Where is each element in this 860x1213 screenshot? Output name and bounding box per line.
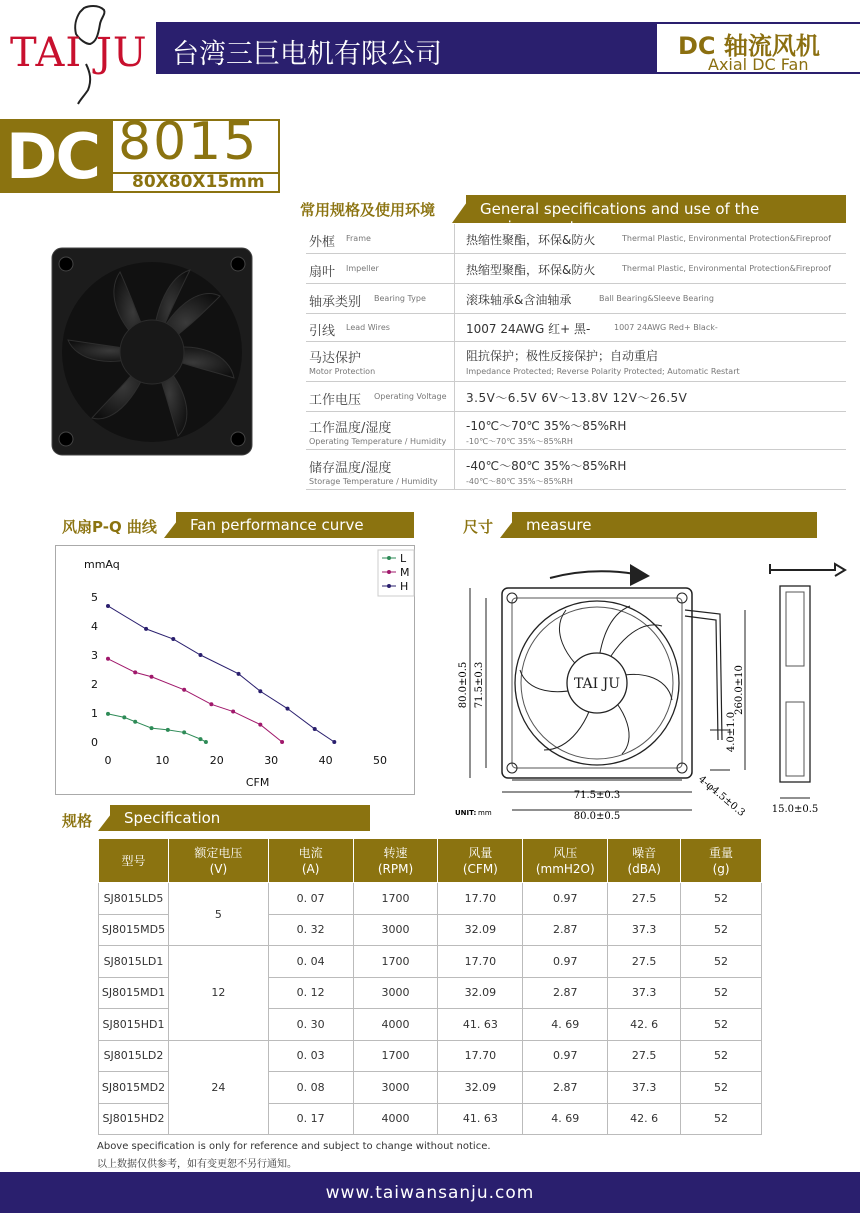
spec-row-bearing bbox=[306, 284, 846, 314]
y-tick-label: 1 bbox=[91, 707, 98, 720]
cell-airflow: 17.70 bbox=[438, 1040, 523, 1072]
data-point-M bbox=[258, 723, 262, 727]
spec-label-en: Operating Voltage bbox=[374, 392, 447, 401]
spec-label-cn: 轴承类别 bbox=[309, 295, 362, 310]
spec-row-frame bbox=[306, 224, 846, 254]
spec-divider bbox=[454, 314, 455, 341]
spec-title-en: General specifications and use of the environment bbox=[466, 195, 846, 223]
legend-label: M bbox=[400, 566, 410, 579]
logo-text: TAI JU bbox=[10, 30, 148, 76]
spec-row-storage-temp bbox=[306, 450, 846, 490]
spec-value-en: Thermal Plastic, Environmental Protection&Fireproof bbox=[622, 264, 831, 273]
table-row bbox=[99, 1040, 762, 1072]
spec-label-cn: 扇叶 bbox=[309, 265, 336, 280]
cell-pressure: 0.97 bbox=[523, 1040, 608, 1072]
cell-voltage: 12 bbox=[168, 946, 268, 1041]
data-point-M bbox=[182, 688, 186, 692]
x-tick-label: 0 bbox=[104, 754, 112, 767]
header-speed: 转速 (RPM) bbox=[353, 839, 438, 883]
cell-speed: 1700 bbox=[353, 883, 438, 915]
footer-url[interactable]: www.taiwansanju.com bbox=[325, 1183, 535, 1203]
company-logo bbox=[0, 0, 156, 110]
spec-label-en: Impeller bbox=[346, 264, 379, 273]
spec-row-leads bbox=[306, 314, 846, 342]
header-noise: 噪音 (dBA) bbox=[608, 839, 681, 883]
cell-weight: 52 bbox=[681, 946, 762, 978]
airflow-arrow-icon bbox=[770, 564, 845, 576]
cell-speed: 3000 bbox=[353, 914, 438, 946]
data-point-H bbox=[106, 604, 110, 608]
data-point-L bbox=[106, 712, 110, 716]
cell-airflow: 41. 63 bbox=[438, 1009, 523, 1041]
data-point-H bbox=[313, 727, 317, 731]
x-tick-label: 30 bbox=[264, 754, 279, 767]
data-point-M bbox=[280, 740, 284, 744]
cell-speed: 1700 bbox=[353, 1040, 438, 1072]
cell-noise: 42. 6 bbox=[608, 1103, 681, 1135]
y-tick-label: 3 bbox=[91, 649, 98, 662]
cell-pressure: 2.87 bbox=[523, 1072, 608, 1104]
data-point-H bbox=[144, 627, 148, 631]
curve-title-cn: 风扇P-Q 曲线 bbox=[62, 518, 157, 536]
measure-title-cn: 尺寸 bbox=[463, 518, 494, 536]
spec-label-en: Bearing Type bbox=[374, 294, 426, 303]
cell-speed: 1700 bbox=[353, 946, 438, 978]
x-axis-label: CFM bbox=[245, 776, 270, 789]
spec-divider bbox=[454, 284, 455, 313]
spec-value-en: -10℃～70℃ 35%～85%RH bbox=[466, 437, 573, 446]
header-voltage: 额定电压 (V) bbox=[168, 839, 268, 883]
cell-weight: 52 bbox=[681, 1040, 762, 1072]
unit-value: mm bbox=[478, 809, 492, 817]
cell-speed: 3000 bbox=[353, 1072, 438, 1104]
data-point-M bbox=[150, 675, 154, 679]
spec-value-cn: -10℃～70℃ 35%～85%RH bbox=[466, 419, 627, 433]
cell-current: 0. 12 bbox=[268, 977, 353, 1009]
dim-width-inner: 71.5±0.3 bbox=[573, 790, 621, 801]
spec-value-cn: 3.5V～6.5V 6V～13.8V 12V～26.5V bbox=[466, 391, 688, 405]
data-point-L bbox=[182, 730, 186, 734]
spec-label-cn: 储存温度/湿度 bbox=[309, 461, 392, 476]
spec-value-cn: 滚珠轴承&含油轴承 bbox=[466, 293, 572, 307]
cell-pressure: 4. 69 bbox=[523, 1009, 608, 1041]
cell-noise: 27.5 bbox=[608, 946, 681, 978]
table-row bbox=[99, 883, 762, 915]
legend-marker bbox=[387, 556, 391, 560]
table-title-en: Specification bbox=[110, 805, 370, 831]
cell-current: 0. 07 bbox=[268, 883, 353, 915]
cell-current: 0. 32 bbox=[268, 914, 353, 946]
cell-noise: 37.3 bbox=[608, 977, 681, 1009]
model-size: 80X80X15mm bbox=[132, 172, 265, 192]
cell-airflow: 17.70 bbox=[438, 946, 523, 978]
spec-label-en: Motor Protection bbox=[309, 367, 376, 376]
spec-divider bbox=[454, 412, 455, 449]
cell-current: 0. 30 bbox=[268, 1009, 353, 1041]
cell-weight: 52 bbox=[681, 1072, 762, 1104]
model-spec-table bbox=[98, 838, 762, 1135]
spec-label-cn: 工作电压 bbox=[309, 393, 362, 408]
cell-noise: 27.5 bbox=[608, 1040, 681, 1072]
fan-product-photo bbox=[50, 246, 255, 458]
company-name: 台湾三巨电机有限公司 bbox=[172, 39, 442, 70]
cell-model: SJ8015MD1 bbox=[99, 977, 169, 1009]
measure-title-en: measure bbox=[512, 512, 817, 538]
spec-label-cn: 引线 bbox=[309, 324, 336, 339]
spec-row-operating-temp bbox=[306, 412, 846, 450]
cell-weight: 52 bbox=[681, 1103, 762, 1135]
spec-value-en: Impedance Protected; Reverse Polarity Protected; Automatic Restart bbox=[466, 367, 740, 376]
spec-label-en: Lead Wires bbox=[346, 323, 390, 332]
cell-speed: 3000 bbox=[353, 977, 438, 1009]
cell-noise: 37.3 bbox=[608, 914, 681, 946]
y-tick-label: 4 bbox=[91, 620, 98, 633]
spec-divider bbox=[454, 254, 455, 283]
cell-weight: 52 bbox=[681, 1009, 762, 1041]
data-point-H bbox=[332, 740, 336, 744]
cell-airflow: 32.09 bbox=[438, 977, 523, 1009]
y-tick-label: 2 bbox=[91, 678, 98, 691]
note-en: Above specification is only for reference and subject to change without notice. bbox=[97, 1141, 491, 1152]
spec-value-en: -40℃～80℃ 35%～85%RH bbox=[466, 477, 573, 486]
dim-height-outer: 80.0±0.5 bbox=[458, 661, 469, 709]
spec-value-en: 1007 24AWG Red+ Black- bbox=[614, 323, 718, 332]
dimension-drawing bbox=[440, 540, 860, 830]
spec-divider bbox=[454, 342, 455, 381]
spec-label-en: Frame bbox=[346, 234, 371, 243]
cell-weight: 52 bbox=[681, 977, 762, 1009]
x-tick-label: 50 bbox=[373, 754, 387, 767]
x-tick-label: 20 bbox=[209, 754, 224, 767]
y-tick-label: 0 bbox=[91, 736, 98, 749]
spec-label-en: Operating Temperature / Humidity bbox=[309, 437, 447, 446]
spec-value-cn: 热缩型聚酯，环保&防火 bbox=[466, 263, 596, 277]
drawing-logo: TAI JU bbox=[573, 676, 621, 692]
data-point-M bbox=[106, 657, 110, 661]
data-point-L bbox=[204, 740, 208, 744]
spec-title-cn: 常用规格及使用环境 bbox=[300, 201, 436, 219]
y-tick-label: 5 bbox=[91, 591, 98, 604]
cell-model: SJ8015LD2 bbox=[99, 1040, 169, 1072]
cell-current: 0. 08 bbox=[268, 1072, 353, 1104]
dim-height-inner: 71.5±0.3 bbox=[474, 661, 485, 709]
header-pressure: 风压 (mmH2O) bbox=[523, 839, 608, 883]
cell-pressure: 2.87 bbox=[523, 977, 608, 1009]
spec-label-cn: 工作温度/湿度 bbox=[309, 421, 392, 436]
spec-value-cn: 阻抗保护；极性反接保护；自动重启 bbox=[466, 349, 659, 363]
cell-current: 0. 17 bbox=[268, 1103, 353, 1135]
spec-divider bbox=[454, 224, 455, 253]
cell-speed: 4000 bbox=[353, 1103, 438, 1135]
cell-airflow: 32.09 bbox=[438, 914, 523, 946]
cell-airflow: 17.70 bbox=[438, 883, 523, 915]
cell-model: SJ8015MD5 bbox=[99, 914, 169, 946]
data-point-M bbox=[133, 670, 137, 674]
cell-airflow: 41. 63 bbox=[438, 1103, 523, 1135]
cell-model: SJ8015LD5 bbox=[99, 883, 169, 915]
spec-value-cn: -40℃～80℃ 35%～85%RH bbox=[466, 459, 627, 473]
data-point-H bbox=[286, 707, 290, 711]
x-tick-label: 10 bbox=[155, 754, 170, 767]
rotation-arrow-icon bbox=[550, 571, 635, 578]
product-type-cn: DC 轴流风机 bbox=[678, 32, 820, 60]
cell-pressure: 2.87 bbox=[523, 914, 608, 946]
cell-weight: 52 bbox=[681, 914, 762, 946]
curve-title-en: Fan performance curve bbox=[176, 512, 414, 538]
data-point-L bbox=[198, 737, 202, 741]
data-point-L bbox=[166, 728, 170, 732]
dim-depth: 15.0±0.5 bbox=[771, 804, 819, 815]
header-airflow: 风量 (CFM) bbox=[438, 839, 523, 883]
cell-voltage: 5 bbox=[168, 883, 268, 946]
dim-lead-strip: 4.0±1.0 bbox=[726, 711, 737, 753]
spec-label-cn: 马达保护 bbox=[309, 351, 362, 366]
table-title-cn: 规格 bbox=[62, 812, 93, 830]
dim-lead-length: 260.0±10 bbox=[734, 665, 745, 715]
spec-value-cn: 1007 24AWG 红+ 黑- bbox=[466, 322, 591, 336]
y-axis-label: mmAq bbox=[84, 558, 120, 571]
table-header-row bbox=[99, 839, 762, 883]
rotation-arrowhead-icon bbox=[630, 564, 650, 586]
dim-width-outer: 80.0±0.5 bbox=[573, 811, 621, 822]
spec-label-en: Storage Temperature / Humidity bbox=[309, 477, 438, 486]
cell-voltage: 24 bbox=[168, 1040, 268, 1135]
spec-value-en: Thermal Plastic, Environmental Protection&Fireproof bbox=[622, 234, 831, 243]
model-number: 8015 bbox=[118, 112, 259, 172]
spec-row-voltage bbox=[306, 382, 846, 412]
legend-label: L bbox=[400, 552, 407, 565]
spec-divider bbox=[454, 450, 455, 489]
cell-pressure: 0.97 bbox=[523, 883, 608, 915]
spec-value-en: Ball Bearing&Sleeve Bearing bbox=[599, 294, 714, 303]
spec-value-cn: 热缩性聚酯，环保&防火 bbox=[466, 233, 596, 247]
pq-chart bbox=[55, 545, 415, 795]
data-point-H bbox=[198, 653, 202, 657]
cell-pressure: 0.97 bbox=[523, 946, 608, 978]
cell-pressure: 4. 69 bbox=[523, 1103, 608, 1135]
data-point-L bbox=[150, 726, 154, 730]
cell-weight: 52 bbox=[681, 883, 762, 915]
unit-label: UNIT: bbox=[455, 809, 477, 817]
spec-divider bbox=[454, 382, 455, 411]
cell-current: 0. 03 bbox=[268, 1040, 353, 1072]
cell-current: 0. 04 bbox=[268, 946, 353, 978]
spec-row-protection bbox=[306, 342, 846, 382]
cell-model: SJ8015HD2 bbox=[99, 1103, 169, 1135]
legend-label: H bbox=[400, 580, 409, 593]
header-model: 型号 bbox=[99, 839, 169, 883]
cell-model: SJ8015HD1 bbox=[99, 1009, 169, 1041]
data-point-L bbox=[133, 720, 137, 724]
table-row bbox=[99, 946, 762, 978]
cell-model: SJ8015LD1 bbox=[99, 946, 169, 978]
legend-marker bbox=[387, 584, 391, 588]
note-cn: 以上数据仅供参考，如有变更恕不另行通知。 bbox=[97, 1159, 297, 1170]
legend-marker bbox=[387, 570, 391, 574]
dim-hole: 4-φ4.5±0.3 bbox=[696, 773, 747, 819]
cell-noise: 42. 6 bbox=[608, 1009, 681, 1041]
cell-noise: 27.5 bbox=[608, 883, 681, 915]
x-tick-label: 40 bbox=[318, 754, 333, 767]
data-point-H bbox=[171, 637, 175, 641]
product-type-en: Axial DC Fan bbox=[708, 55, 809, 74]
cell-speed: 4000 bbox=[353, 1009, 438, 1041]
spec-label-cn: 外框 bbox=[309, 235, 336, 250]
cell-airflow: 32.09 bbox=[438, 1072, 523, 1104]
cell-model: SJ8015MD2 bbox=[99, 1072, 169, 1104]
data-point-L bbox=[122, 715, 126, 719]
data-point-H bbox=[258, 689, 262, 693]
pq-chart-svg bbox=[56, 546, 416, 796]
data-point-M bbox=[209, 702, 213, 706]
data-point-H bbox=[237, 672, 241, 676]
cell-noise: 37.3 bbox=[608, 1072, 681, 1104]
model-prefix: DC bbox=[6, 120, 99, 193]
header-weight: 重量 (g) bbox=[681, 839, 762, 883]
spec-row-impeller bbox=[306, 254, 846, 284]
header-current: 电流 (A) bbox=[268, 839, 353, 883]
data-point-M bbox=[231, 710, 235, 714]
